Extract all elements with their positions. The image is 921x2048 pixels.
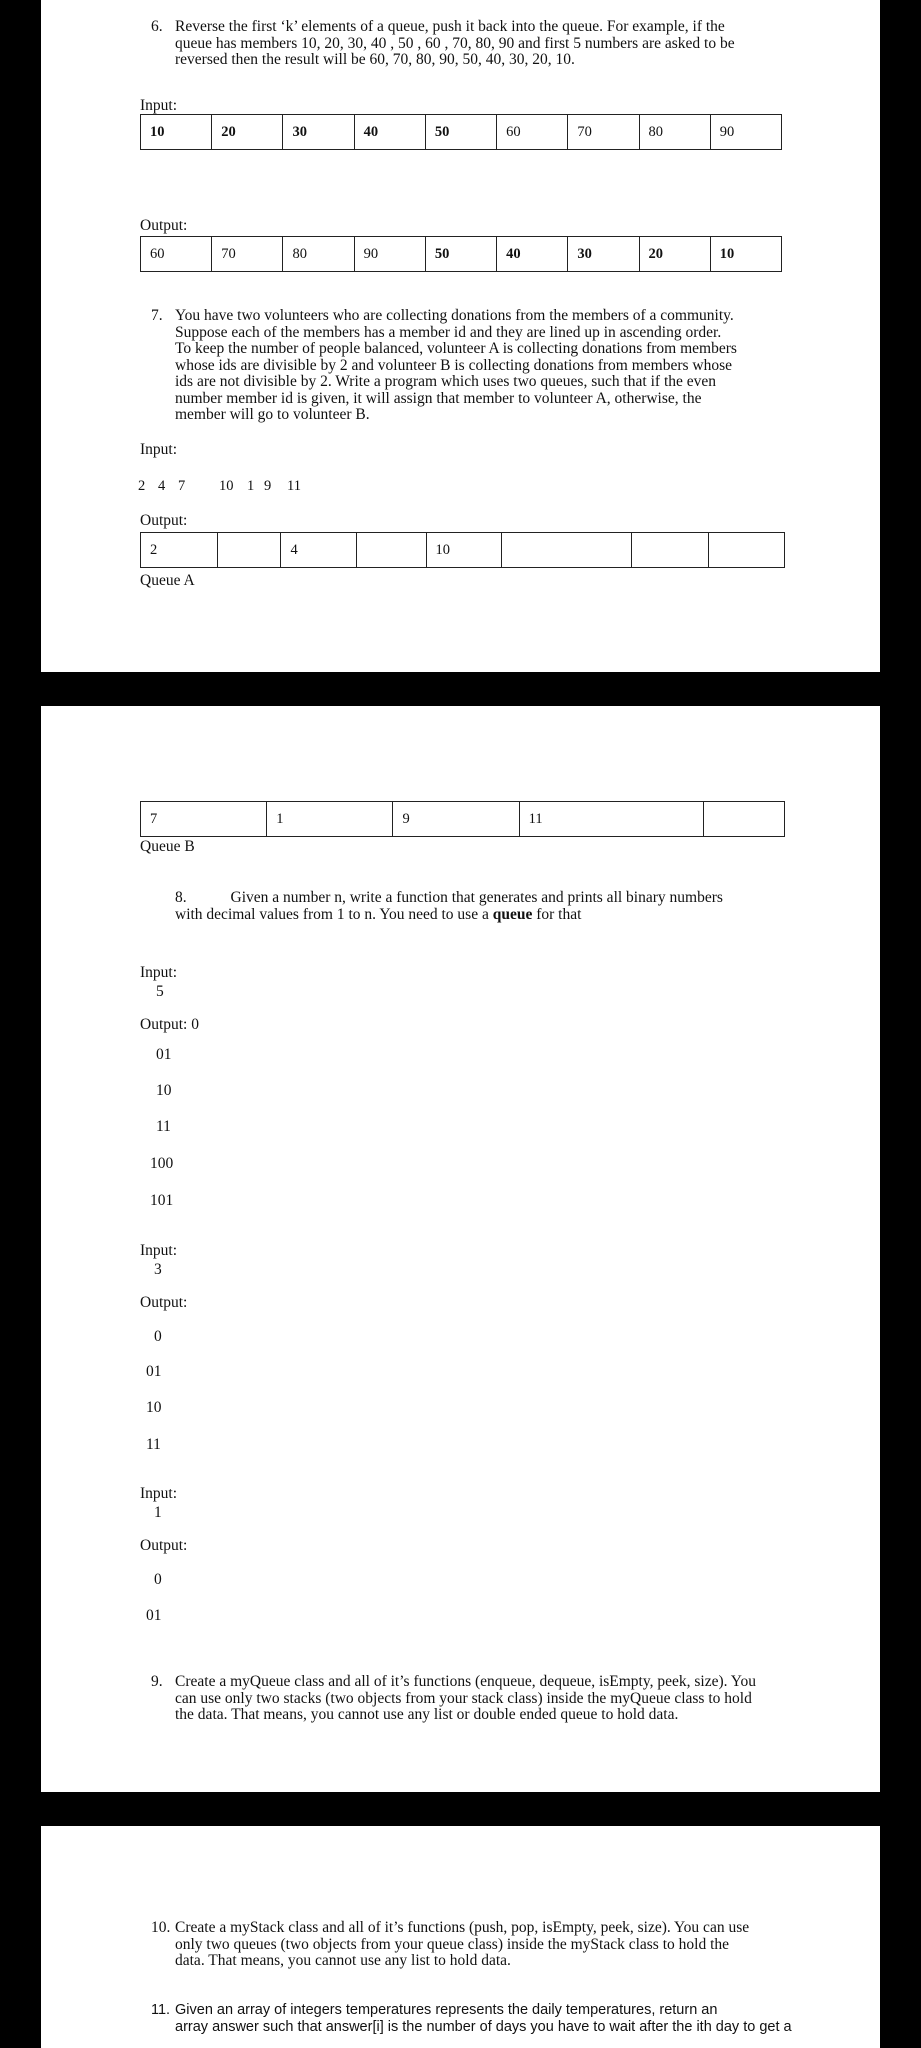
queue-a-cell <box>632 533 708 568</box>
question-11 <box>151 2002 863 2036</box>
queue-cell: 60 <box>141 237 212 272</box>
question-9-line: the data. That means, you cannot use any list or double ended queue to hold data. <box>175 1706 679 1723</box>
binary-output: 01 <box>146 1607 162 1624</box>
queue-b-cell: 11 <box>519 802 703 837</box>
q8-example2-input-label: Input: <box>140 1242 178 1259</box>
queue-cell: 40 <box>497 237 568 272</box>
question-8-number: 8. <box>175 889 187 906</box>
q8-example3-output-label: Output: <box>140 1537 188 1554</box>
binary-output: 01 <box>156 1046 172 1063</box>
queue-cell: 30 <box>568 237 639 272</box>
queue-b-cell: 9 <box>393 802 519 837</box>
question-11-line: Given an array of integers temperatures represents the daily temperatures, return an <box>175 2002 718 2018</box>
queue-cell: 40 <box>354 115 425 150</box>
queue-b-cell: 7 <box>141 802 267 837</box>
question-10-line: data. That means, you cannot use any list to hold data. <box>175 1952 511 1969</box>
queue-b-label: Queue B <box>140 838 195 855</box>
input-value: 4 <box>158 478 166 494</box>
q8-example2-input-value: 3 <box>154 1261 162 1278</box>
question-8-line: Given a number n, write a function that generates and prints all binary numbers <box>230 889 723 906</box>
queue-a-label: Queue A <box>140 572 195 589</box>
queue-cell: 30 <box>283 115 354 150</box>
binary-output: 10 <box>156 1082 172 1099</box>
queue-cell: 70 <box>212 237 283 272</box>
question-7-line: whose ids are divisible by 2 and volunteer B is collecting donations from members whose <box>175 356 733 374</box>
queue-cell: 10 <box>710 237 781 272</box>
input-value: 7 <box>178 478 186 494</box>
question-7-line: You have two volunteers who are collecting donations from the members of a community. <box>175 307 734 324</box>
question-6-number: 6. <box>151 18 163 35</box>
binary-output: 0 <box>154 1571 162 1588</box>
q8-example1-output-label: Output: 0 <box>140 1016 199 1033</box>
queue-cell: 90 <box>354 237 425 272</box>
question-6-line: queue has members 10, 20, 30, 40 , 50 , 60 , 70, 80, 90 and first 5 numbers are asked to be <box>175 34 735 52</box>
input-value: 9 <box>264 478 272 494</box>
queue-cell: 20 <box>639 237 710 272</box>
queue-a-cell <box>502 533 632 568</box>
question-9-line: can use only two stacks (two objects from your stack class) inside the myQueue class to hold <box>175 1689 752 1707</box>
binary-output: 10 <box>146 1399 162 1416</box>
queue-cell: 10 <box>141 115 212 150</box>
question-8-line-part: for that <box>532 905 582 923</box>
question-7 <box>151 308 851 424</box>
question-8 <box>175 890 855 923</box>
input-value: 2 <box>138 478 146 494</box>
question-7-line: ids are not divisible by 2. Write a program which uses two queues, such that if the even <box>175 373 717 390</box>
question-10-line: only two queues (two objects from your queue class) inside the myStack class to hold the <box>175 1935 730 1953</box>
input-value: 11 <box>287 478 301 494</box>
document-page-1 <box>41 0 880 672</box>
queue-cell: 20 <box>212 115 283 150</box>
document-page-3 <box>41 1826 880 2048</box>
question-10-number: 10. <box>151 1919 171 1936</box>
q8-example1-input-label: Input: <box>140 964 178 981</box>
queue-a-cell <box>356 533 426 568</box>
question-8-line-part: with decimal values from 1 to n. You need to use a <box>175 905 493 923</box>
question-8-bold-word: queue <box>492 905 533 923</box>
queue-a-cell: 4 <box>281 533 356 568</box>
queue-cell: 80 <box>639 115 710 150</box>
queue-cell: 90 <box>710 115 781 150</box>
queue-cell: 80 <box>283 237 354 272</box>
document-page-2 <box>41 706 880 1792</box>
binary-output: 101 <box>150 1192 174 1209</box>
q7-input-label: Input: <box>140 441 178 458</box>
q8-example3-input-value: 1 <box>154 1504 162 1521</box>
q6-output-queue <box>140 236 782 272</box>
input-value: 10 <box>219 478 234 494</box>
question-10-line: Create a myStack class and all of it’s functions (push, pop, isEmpty, peek, size). You can use <box>175 1919 750 1936</box>
q8-example2-output-label: Output: <box>140 1294 188 1311</box>
queue-cell: 60 <box>497 115 568 150</box>
q6-output-label: Output: <box>140 217 188 234</box>
question-9-number: 9. <box>151 1673 163 1690</box>
question-6 <box>151 19 851 69</box>
queue-cell: 50 <box>425 115 496 150</box>
q6-input-label: Input: <box>140 97 178 114</box>
question-6-line: reversed then the result will be 60, 70, 80, 90, 50, 40, 30, 20, 10. <box>175 51 575 68</box>
queue-a <box>140 532 785 568</box>
q6-input-queue <box>140 114 782 150</box>
queue-cell: 50 <box>425 237 496 272</box>
binary-output: 11 <box>146 1436 161 1453</box>
queue-b-cell <box>703 802 785 837</box>
queue-cell: 70 <box>568 115 639 150</box>
queue-a-cell <box>708 533 784 568</box>
question-10 <box>151 1920 863 1970</box>
question-11-number: 11. <box>151 2002 171 2018</box>
question-9 <box>151 1674 861 1724</box>
question-7-line: Suppose each of the members has a member id and they are lined up in ascending order. <box>175 323 722 341</box>
binary-output: 01 <box>146 1363 162 1380</box>
question-7-number: 7. <box>151 307 163 324</box>
binary-output: 100 <box>150 1155 174 1172</box>
question-7-line: member will go to volunteer B. <box>175 406 370 423</box>
binary-output: 11 <box>156 1118 171 1135</box>
queue-b-cell: 1 <box>267 802 393 837</box>
question-11-line: array answer such that answer[i] is the number of days you have to wait after the ith day to get a <box>175 2019 792 2035</box>
binary-output: 0 <box>154 1328 162 1345</box>
q8-example3-input-label: Input: <box>140 1485 178 1502</box>
queue-a-cell: 2 <box>141 533 218 568</box>
queue-b <box>140 801 785 837</box>
question-9-line: Create a myQueue class and all of it’s functions (enqueue, dequeue, isEmpty, peek, size). You <box>175 1673 756 1690</box>
question-6-line: Reverse the first ‘k’ elements of a queue, push it back into the queue. For example, if the <box>175 18 725 35</box>
input-value: 1 <box>247 478 255 494</box>
q8-example1-input-value: 5 <box>156 983 164 1000</box>
queue-a-cell: 10 <box>426 533 502 568</box>
queue-a-cell <box>217 533 281 568</box>
question-7-line: To keep the number of people balanced, volunteer A is collecting donations from members <box>175 340 737 357</box>
q7-output-label: Output: <box>140 512 188 529</box>
question-7-line: number member id is given, it will assign that member to volunteer A, otherwise, the <box>175 389 702 407</box>
